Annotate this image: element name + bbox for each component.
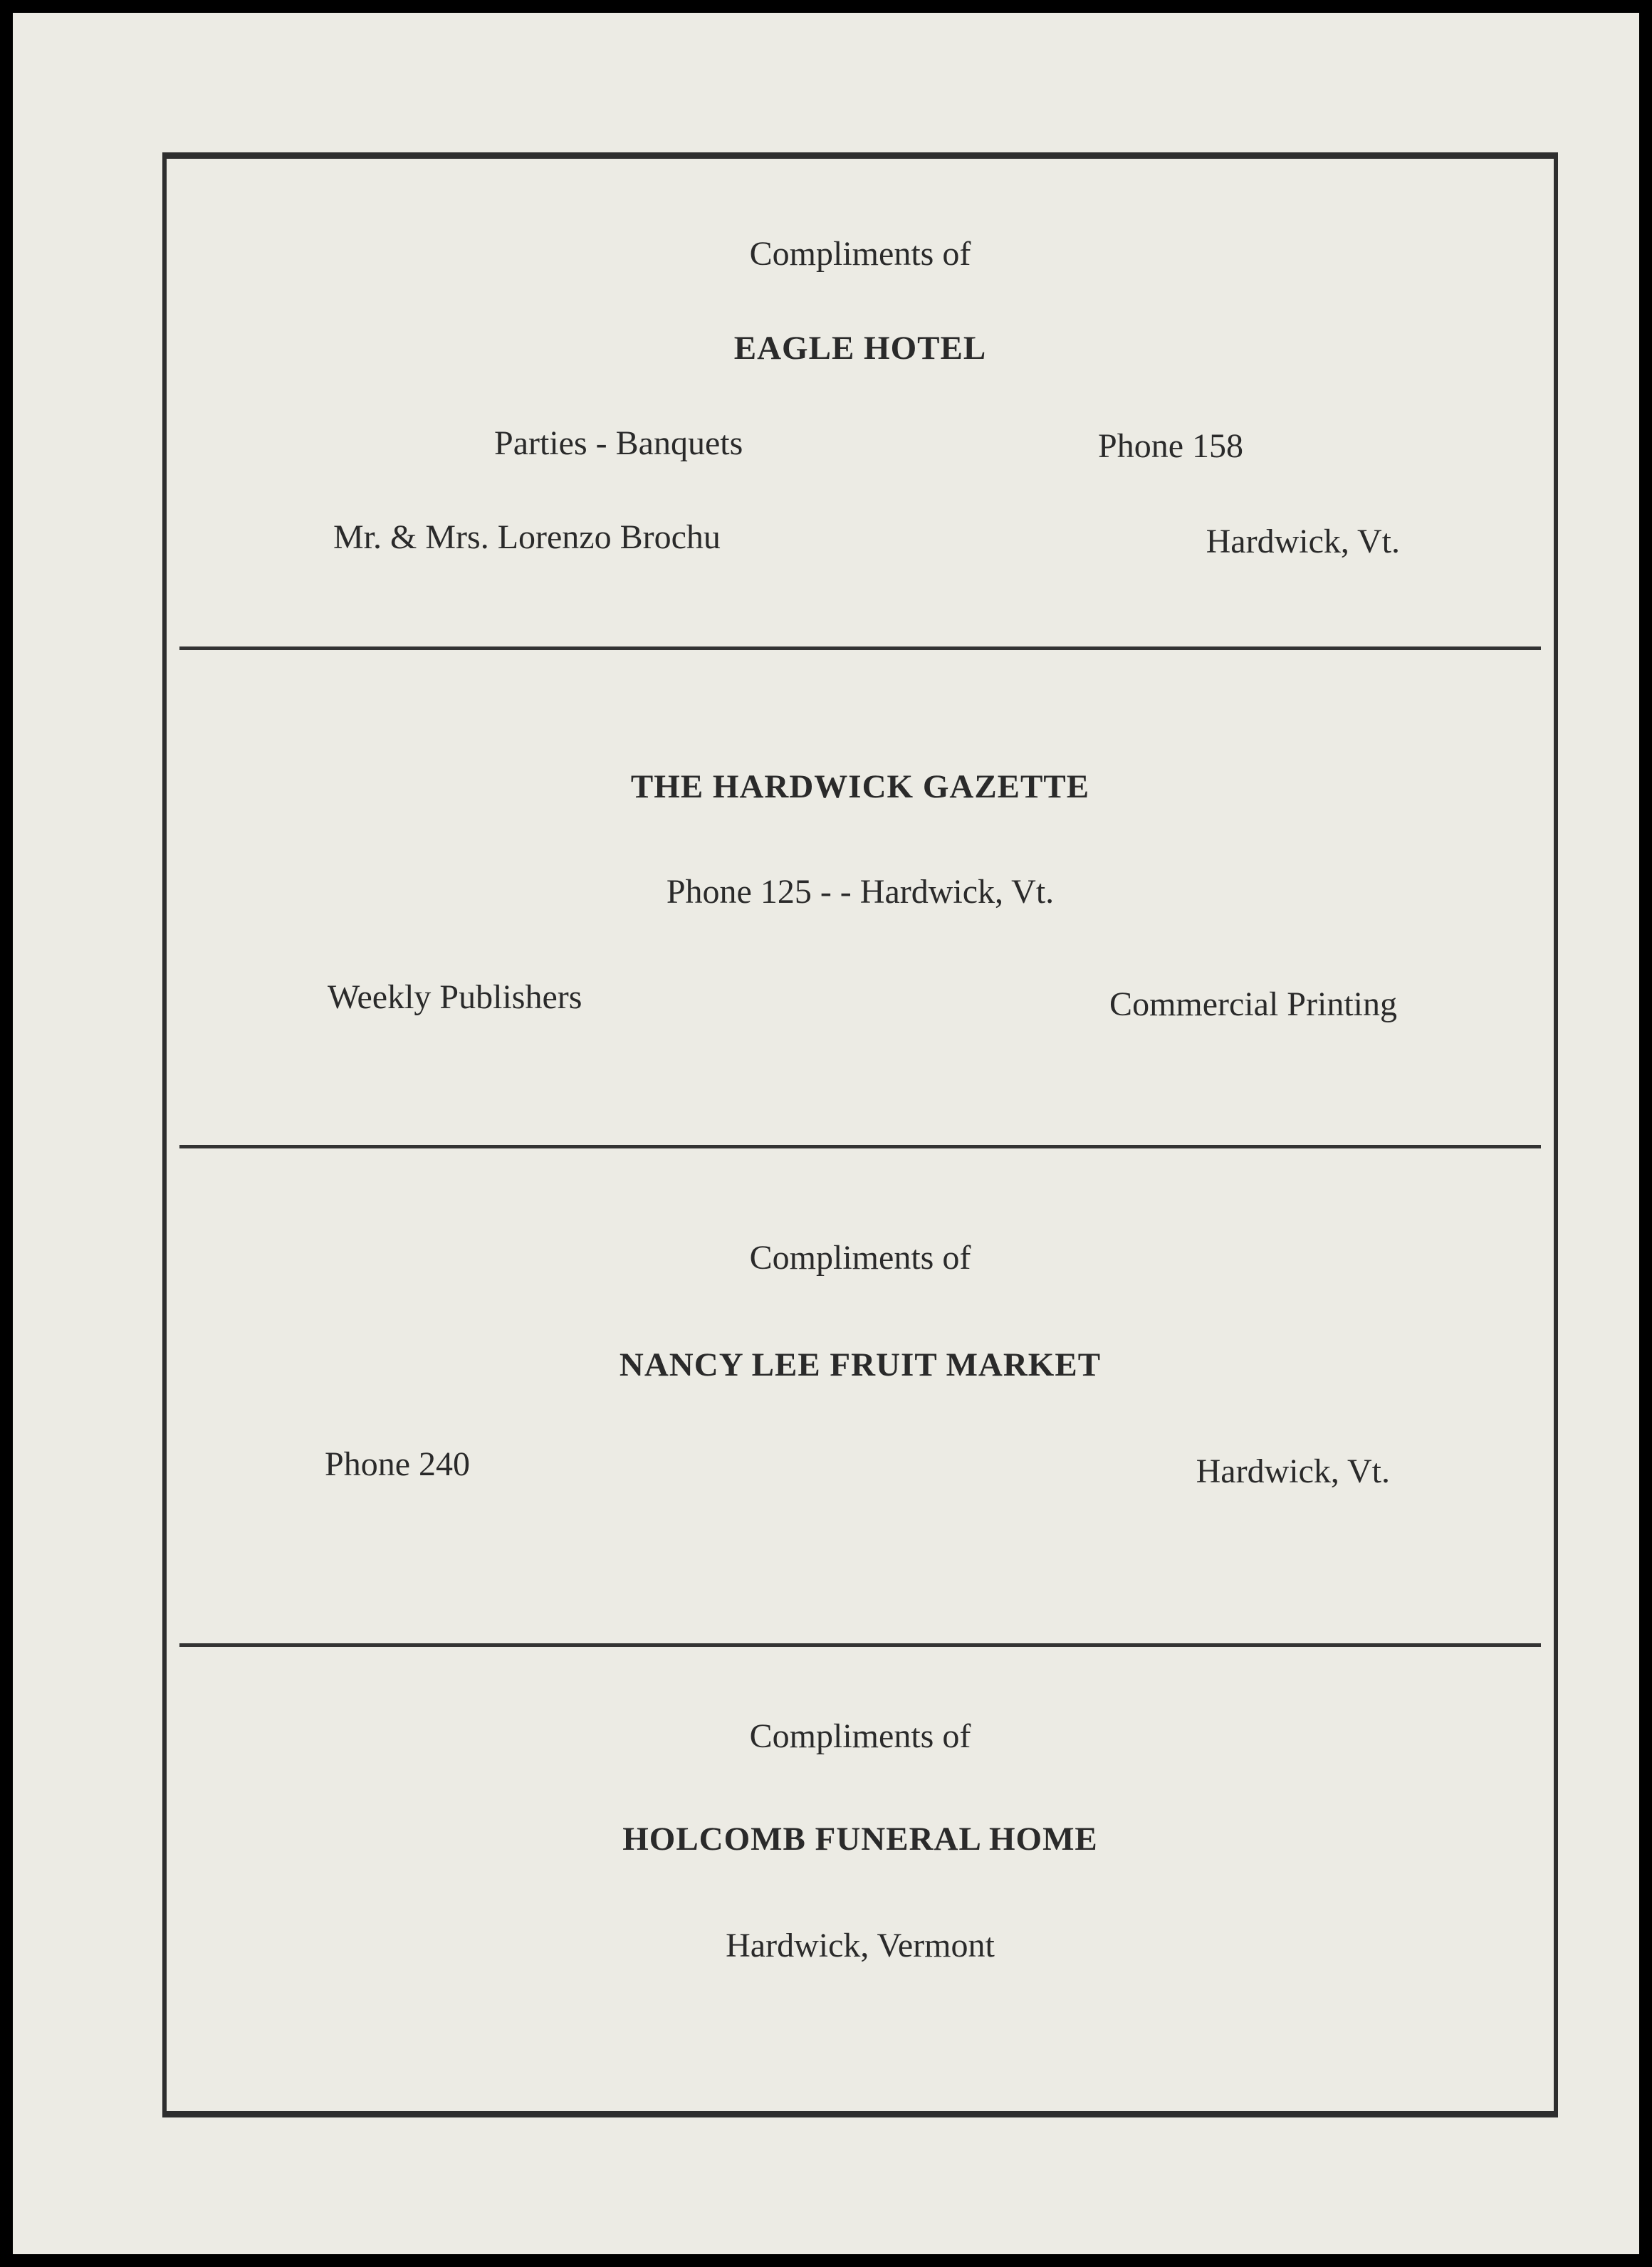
ad-business-name: HOLCOMB FUNERAL HOME	[622, 1821, 1098, 1858]
page	[13, 13, 1639, 2254]
ad-business-name: THE HARDWICK GAZETTE	[630, 768, 1090, 805]
ad-nancy-lee-fruit-market	[167, 1148, 1554, 1647]
ad-location: Hardwick, Vermont	[726, 1927, 995, 1964]
ad-phone: Phone 158	[1098, 427, 1243, 465]
ad-services: Parties - Banquets	[494, 424, 743, 462]
ad-business-name: EAGLE HOTEL	[733, 330, 987, 367]
ad-location: Hardwick, Vt.	[1206, 523, 1400, 560]
ad-holcomb-funeral-home	[167, 1647, 1554, 2103]
ad-intro: Compliments of	[749, 1239, 971, 1277]
ad-phone: Phone 240	[325, 1445, 470, 1483]
ad-intro: Compliments of	[749, 235, 971, 273]
ad-phone-location: Phone 125 - - Hardwick, Vt.	[666, 873, 1055, 911]
ad-service-right: Commercial Printing	[1109, 985, 1397, 1023]
ad-intro: Compliments of	[749, 1717, 971, 1755]
ad-business-name: NANCY LEE FRUIT MARKET	[619, 1346, 1102, 1383]
ad-hardwick-gazette	[167, 650, 1554, 1148]
ad-location: Hardwick, Vt.	[1196, 1452, 1390, 1490]
ad-eagle-hotel	[167, 159, 1554, 650]
ad-proprietors: Mr. & Mrs. Lorenzo Brochu	[333, 518, 721, 556]
ad-service-left: Weekly Publishers	[328, 978, 582, 1016]
ad-page-frame	[162, 152, 1558, 2117]
